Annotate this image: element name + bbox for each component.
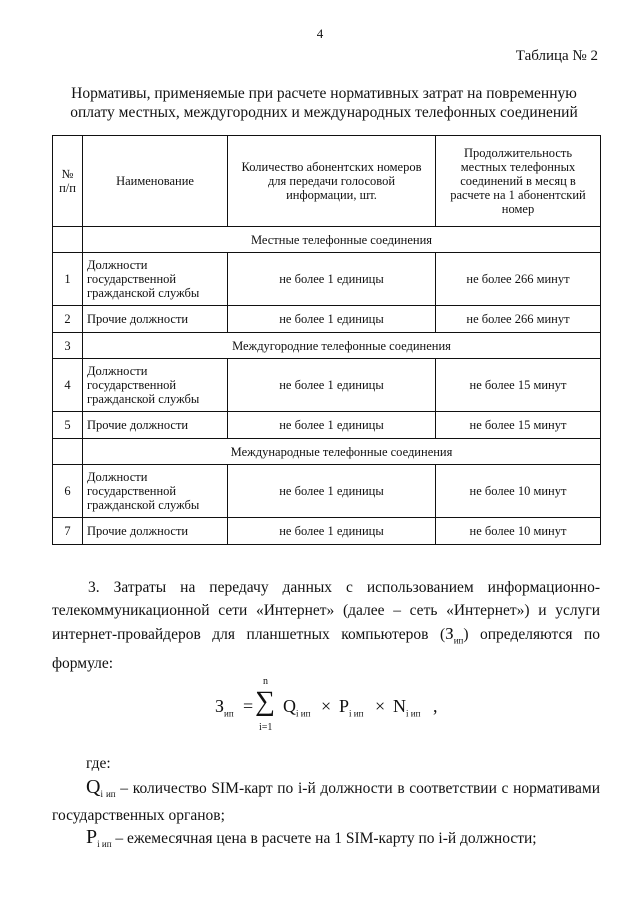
table-row xyxy=(53,465,601,518)
row-num: 6 xyxy=(53,465,83,518)
sigma-lower-limit: i=1 xyxy=(259,722,273,733)
row-num: 1 xyxy=(53,253,83,306)
header-duration: Продолжительность местных телефонных соединений в месяц в расчете на 1 абонентский номер xyxy=(436,136,601,227)
row-duration: не более 15 минут xyxy=(436,359,601,412)
formula-comma: , xyxy=(433,696,438,716)
row-count: не более 1 единицы xyxy=(228,253,436,306)
formula-equals: = xyxy=(243,696,254,716)
row-duration: не более 266 минут xyxy=(436,253,601,306)
row-count: не более 1 единицы xyxy=(228,412,436,439)
sigma-symbol: ∑ xyxy=(255,686,275,717)
where-label: где: xyxy=(86,755,111,772)
row-count: не более 1 единицы xyxy=(228,359,436,412)
definition-q: $Q_{i ип}$ – количество SIM-карт по i-й должности в соответствии с нормативами государственных органов; xyxy=(52,776,601,825)
row-name: Должности государственной гражданской службы xyxy=(83,359,228,412)
formula xyxy=(215,676,475,738)
row-name: Прочие должности xyxy=(83,412,228,439)
section-num-cell xyxy=(53,439,83,465)
table-row xyxy=(53,253,601,306)
header-name: Наименование xyxy=(83,136,228,227)
definition-p: $P_{i ип}$ – ежемесячная цена в расчете на 1 SIM-карту по i-й должности; xyxy=(86,826,537,850)
formula-times: × xyxy=(375,696,386,716)
section-title: Местные телефонные соединения xyxy=(83,227,601,253)
formula-n: $N_{i ип}$ xyxy=(393,696,421,719)
row-name: Прочие должности xyxy=(83,518,228,545)
row-name: Должности государственной гражданской службы xyxy=(83,465,228,518)
row-num: 4 xyxy=(53,359,83,412)
formula-lhs: $З_{ип}$ xyxy=(215,696,234,719)
inline-symbol: $З_{ип}$ xyxy=(445,624,464,646)
row-duration: не более 266 минут xyxy=(436,306,601,333)
section-row-intercity xyxy=(53,333,601,359)
row-count: не более 1 единицы xyxy=(228,465,436,518)
section-row-local xyxy=(53,227,601,253)
paragraph-text: 3. Затраты на передачу данных с использованием информационно-телекоммуникационной сети «Интернет» (далее – сеть «Интернет») и услуги интернет-провайдеров для планшетных компьютеров ( xyxy=(52,579,600,643)
table-header-row xyxy=(53,136,601,227)
row-duration: не более 10 минут xyxy=(436,518,601,545)
paragraph-3 xyxy=(52,576,600,675)
formula-p: $P_{i ип}$ xyxy=(339,696,364,719)
section-row-international xyxy=(53,439,601,465)
table-title: Нормативы, применяемые при расчете нормативных затрат на повременную оплату местных, междугородних и международных телефонных соединений xyxy=(70,85,578,121)
section-num-cell xyxy=(53,227,83,253)
table-row xyxy=(53,306,601,333)
table-row xyxy=(53,518,601,545)
row-num: 2 xyxy=(53,306,83,333)
paragraph-text-end: ) определяются по формуле: xyxy=(52,626,601,673)
row-count: не более 1 единицы xyxy=(228,518,436,545)
header-num: № п/п xyxy=(53,136,83,227)
header-count: Количество абонентских номеров для передачи голосовой информации, шт. xyxy=(228,136,436,227)
page-number: 4 xyxy=(316,26,324,41)
row-duration: не более 15 минут xyxy=(436,412,601,439)
row-count: не более 1 единицы xyxy=(228,306,436,333)
formula-times: × xyxy=(321,696,332,716)
section-title: Международные телефонные соединения xyxy=(83,439,601,465)
norms-table xyxy=(52,135,601,545)
row-num: 7 xyxy=(53,518,83,545)
section-title: Междугородние телефонные соединения xyxy=(83,333,601,359)
formula-q: $Q_{i ип}$ xyxy=(283,696,311,719)
table-row xyxy=(53,412,601,439)
row-num: 5 xyxy=(53,412,83,439)
table-row xyxy=(53,359,601,412)
section-num-cell: 3 xyxy=(53,333,83,359)
row-duration: не более 10 минут xyxy=(436,465,601,518)
row-name: Прочие должности xyxy=(83,306,228,333)
row-name: Должности государственной гражданской службы xyxy=(83,253,228,306)
table-label: Таблица № 2 xyxy=(515,48,598,64)
sigma-upper-limit: n xyxy=(263,676,268,687)
